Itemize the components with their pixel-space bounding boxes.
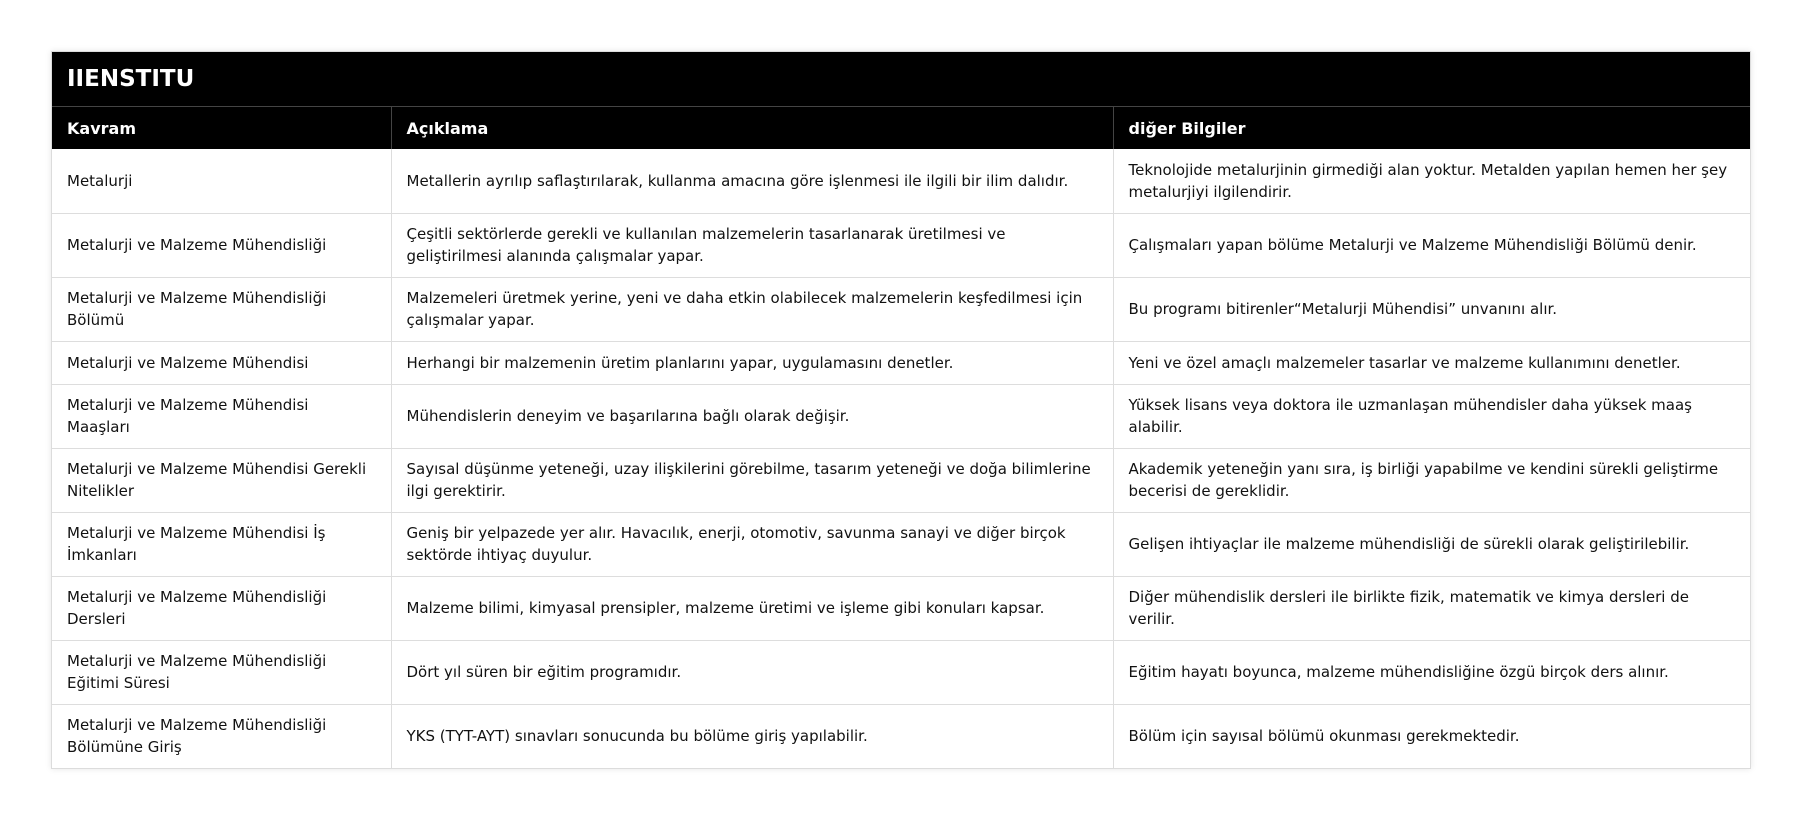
cell-diger-bilgiler: Yeni ve özel amaçlı malzemeler tasarlar ve malzeme kullanımını denetler.	[1113, 341, 1750, 384]
cell-aciklama: Herhangi bir malzemenin üretim planlarını yapar, uygulamasını denetler.	[391, 341, 1113, 384]
table-row	[52, 640, 1750, 704]
cell-kavram: Metalurji ve Malzeme Mühendisliği Dersleri	[52, 576, 391, 640]
column-header-kavram: Kavram	[52, 107, 391, 150]
cell-kavram: Metalurji	[52, 149, 391, 213]
cell-aciklama: Malzemeleri üretmek yerine, yeni ve daha etkin olabilecek malzemelerin keşfedilmesi için çalışmalar yapar.	[391, 277, 1113, 341]
cell-diger-bilgiler: Bölüm için sayısal bölümü okunması gerekmektedir.	[1128, 727, 1520, 746]
table-row	[52, 213, 1750, 277]
cell-kavram: Metalurji ve Malzeme Mühendisi İş İmkanları	[52, 512, 391, 576]
table-row	[52, 277, 1750, 341]
cell-kavram: Metalurji ve Malzeme Mühendisliği	[52, 213, 391, 277]
cell-aciklama: Geniş bir yelpazede yer alır. Havacılık, enerji, otomotiv, savunma sanayi ve diğer birçok sektörde ihtiyaç duyulur.	[391, 512, 1113, 576]
cell-diger-bilgiler: Bu programı bitirenler“Metalurji Mühendisi” unvanını alır.	[1113, 277, 1750, 341]
info-table-container	[51, 51, 1751, 769]
table-row	[52, 704, 1750, 768]
cell-diger-bilgiler: Eğitim hayatı boyunca, malzeme mühendisliğine özgü birçok ders alınır.	[1113, 640, 1750, 704]
cell-kavram: Metalurji ve Malzeme Mühendisi Gerekli Nitelikler	[52, 448, 391, 512]
info-table	[52, 52, 1750, 768]
cell-kavram: Metalurji ve Malzeme Mühendisi Maaşları	[52, 384, 391, 448]
cell-diger-bilgiler: Teknolojide metalurjinin girmediği alan yoktur. Metalden yapılan hemen her şey metalurjiyi ilgilendirir.	[1113, 149, 1750, 213]
cell-diger-bilgiler: Akademik yeteneğin yanı sıra, iş birliği yapabilme ve kendini sürekli geliştirme becerisi de gereklidir.	[1113, 448, 1750, 512]
table-row	[52, 384, 1750, 448]
cell-aciklama: Malzeme bilimi, kimyasal prensipler, malzeme üretimi ve işleme gibi konuları kapsar.	[391, 576, 1113, 640]
table-row	[52, 149, 1750, 213]
cell-kavram: Metalurji ve Malzeme Mühendisliği Eğitimi Süresi	[52, 640, 391, 704]
cell-aciklama: YKS (TYT-AYT) sınavları sonucunda bu bölüme giriş yapılabilir.	[391, 704, 1113, 768]
table-row	[52, 448, 1750, 512]
table-row	[52, 341, 1750, 384]
header-row	[52, 107, 1750, 150]
cell-diger-bilgiler: Çalışmaları yapan bölüme Metalurji ve Malzeme Mühendisliği Bölümü denir.	[1113, 213, 1750, 277]
column-header-aciklama: Açıklama	[391, 107, 1113, 150]
column-header-diger-bilgiler: diğer Bilgiler	[1113, 107, 1750, 150]
cell-kavram: Metalurji ve Malzeme Mühendisliği Bölümü	[52, 277, 391, 341]
cell-aciklama: Mühendislerin deneyim ve başarılarına bağlı olarak değişir.	[391, 384, 1113, 448]
cell-diger-bilgiler: Gelişen ihtiyaçlar ile malzeme mühendisliği de sürekli olarak geliştirilebilir.	[1113, 512, 1750, 576]
cell-aciklama: Metallerin ayrılıp saflaştırılarak, kullanma amacına göre işlenmesi ile ilgili bir ilim dalıdır.	[391, 149, 1113, 213]
cell-aciklama: Çeşitli sektörlerde gerekli ve kullanılan malzemelerin tasarlanarak üretilmesi ve geliştirilmesi alanında çalışmalar yapar.	[391, 213, 1113, 277]
table-row	[52, 512, 1750, 576]
cell-kavram: Metalurji ve Malzeme Mühendisi	[52, 341, 391, 384]
cell-kavram: Metalurji ve Malzeme Mühendisliği Bölümüne Giriş	[52, 704, 391, 768]
table-row	[52, 576, 1750, 640]
cell-aciklama: Dört yıl süren bir eğitim programıdır.	[391, 640, 1113, 704]
cell-aciklama: Sayısal düşünme yeteneği, uzay ilişkilerini görebilme, tasarım yeteneği ve doğa bilimlerine ilgi gerektirir.	[391, 448, 1113, 512]
cell-diger-bilgiler: Diğer mühendislik dersleri ile birlikte fizik, matematik ve kimya dersleri de verilir.	[1113, 576, 1750, 640]
table-title: IIENSTITU	[52, 52, 1750, 107]
cell-diger-bilgiler: Yüksek lisans veya doktora ile uzmanlaşan mühendisler daha yüksek maaş alabilir.	[1113, 384, 1750, 448]
